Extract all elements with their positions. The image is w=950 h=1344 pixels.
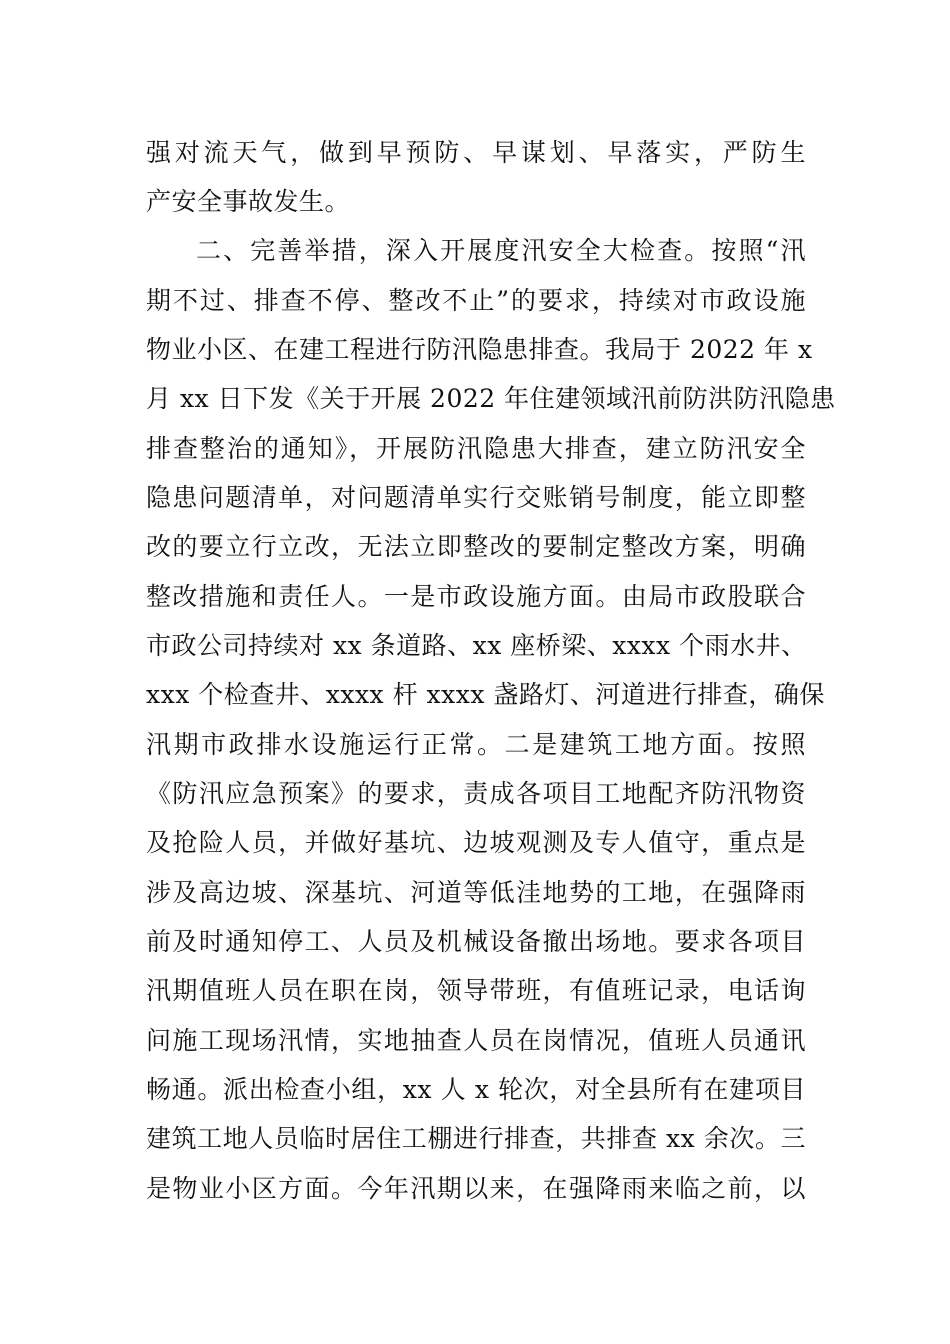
text-line: 汛期值班人员在职在岗，领导带班，有值班记录，电话询 <box>146 976 806 1005</box>
text-line: 物业小区、在建工程进行防汛隐患排查。我局于 2022 年 x <box>146 335 813 364</box>
text-line: 二、完善举措，深入开展度汛安全大检查。按照“汛 <box>196 236 806 265</box>
text-line: 期不过、排查不停、整改不止”的要求，持续对市政设施 <box>146 286 806 315</box>
text-line: 排查整治的通知》，开展防汛隐患大排查，建立防汛安全 <box>146 434 806 463</box>
text-line: 问施工现场汛情，实地抽查人员在岗情况，值班人员通讯 <box>146 1026 806 1055</box>
text-line: 月 xx 日下发《关于开展 2022 年住建领域汛前防洪防汛隐患 <box>146 384 836 413</box>
text-line: 建筑工地人员临时居住工棚进行排查，共排查 xx 余次。三 <box>146 1124 806 1153</box>
text-line: xxx 个检查井、xxxx 杆 xxxx 盏路灯、河道进行排查，确保 <box>146 680 825 709</box>
text-line: 隐患问题清单，对问题清单实行交账销号制度，能立即整 <box>146 483 806 512</box>
text-line: 及抢险人员，并做好基坑、边坡观测及专人值守，重点是 <box>146 828 806 857</box>
text-line: 涉及高边坡、深基坑、河道等低洼地势的工地，在强降雨 <box>146 878 806 907</box>
text-line: 是物业小区方面。今年汛期以来，在强降雨来临之前，以 <box>146 1174 806 1203</box>
text-line: 改的要立行立改，无法立即整改的要制定整改方案，明确 <box>146 532 806 561</box>
text-line: 前及时通知停工、人员及机械设备撤出场地。要求各项目 <box>146 927 806 956</box>
text-line: 产安全事故发生。 <box>146 187 351 216</box>
text-line: 整改措施和责任人。一是市政设施方面。由局市政股联合 <box>146 582 806 611</box>
text-line: 《防汛应急预案》的要求，责成各项目工地配齐防汛物资 <box>146 779 806 808</box>
text-line: 汛期市政排水设施运行正常。二是建筑工地方面。按照 <box>146 730 806 759</box>
text-line: 畅通。派出检查小组，xx 人 x 轮次，对全县所有在建项目 <box>146 1075 806 1104</box>
text-line: 强对流天气，做到早预防、早谋划、早落实，严防生 <box>146 138 806 167</box>
text-line: 市政公司持续对 xx 条道路、xx 座桥梁、xxxx 个雨水井、 <box>146 631 807 660</box>
